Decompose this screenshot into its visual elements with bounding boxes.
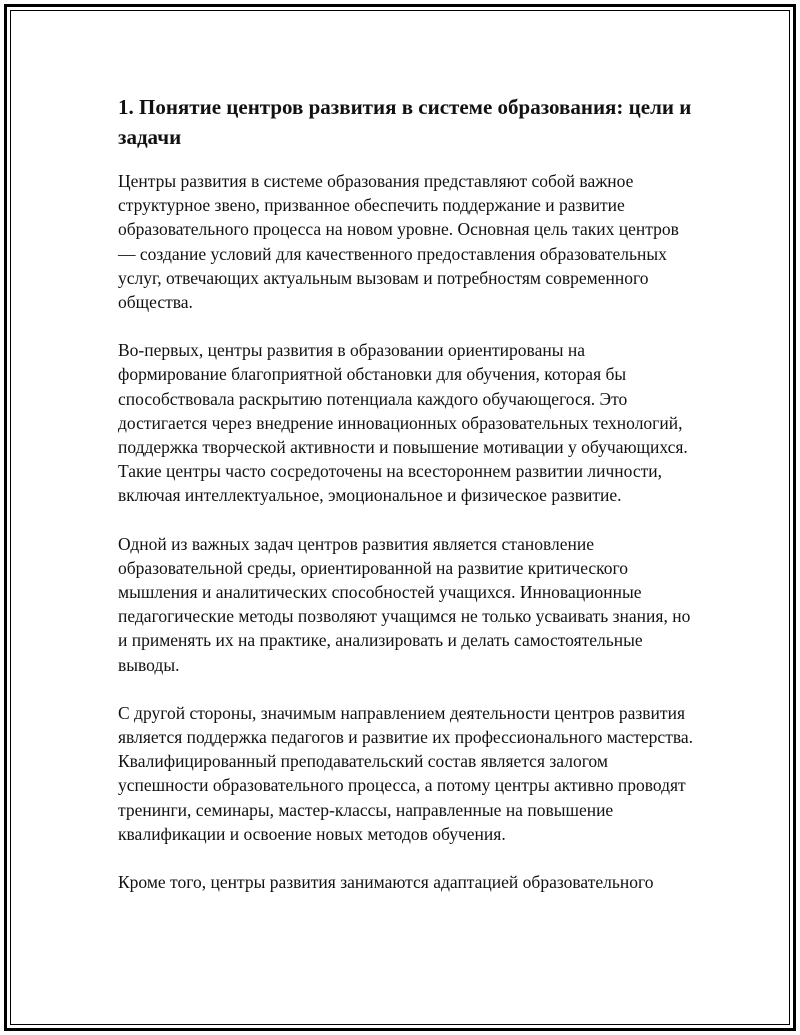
paragraph-4: С другой стороны, значимым направлением деятельности центров развития является поддержка педагогов и развитие их профессионального мастерства. Квалифицированный преподавательский состав является залогом успешности образовательного процесса, а потому центры активно проводят тренинги, семинары, мастер-классы, направленные на повышение квалификации и освоение новых методов обучения. [118, 702, 694, 844]
paragraph-2: Во-первых, центры развития в образовании ориентированы на формирование благоприятной обстановки для обучения, которая бы способствовала раскрытию потенциала каждого обучающегося. Это достигается через внедрение инновационных образовательных технологий, поддержка творческой активности и повышение мотивации у обучающихся. Такие центры часто сосредоточены на всестороннем развитии личности, включая интеллектуальное, эмоциональное и физическое развитие. [118, 340, 688, 506]
paragraph-1: Центры развития в системе образования представляют собой важное структурное звено, призванное обеспечить поддержание и развитие образовательного процесса на новом уровне. Основная цель таких центров — создание условий для качественного предоставления образовательных услуг, отвечающих актуальным вызовам и потребностям современного общества. [118, 171, 679, 313]
section-heading: 1. Понятие центров развития в системе образования: цели и задачи [118, 95, 692, 149]
document-body [118, 92, 698, 918]
paragraph-3: Одной из важных задач центров развития является становление образовательной среды, ориентированной на развитие критического мышления и аналитических способностей учащихся. Инновационные педагогические методы позволяют учащимся не только усваивать знания, но и применять их на практике, анализировать и делать самостоятельные выводы. [118, 533, 691, 675]
paragraph-5: Кроме того, центры развития занимаются адаптацией образовательного [118, 872, 654, 893]
